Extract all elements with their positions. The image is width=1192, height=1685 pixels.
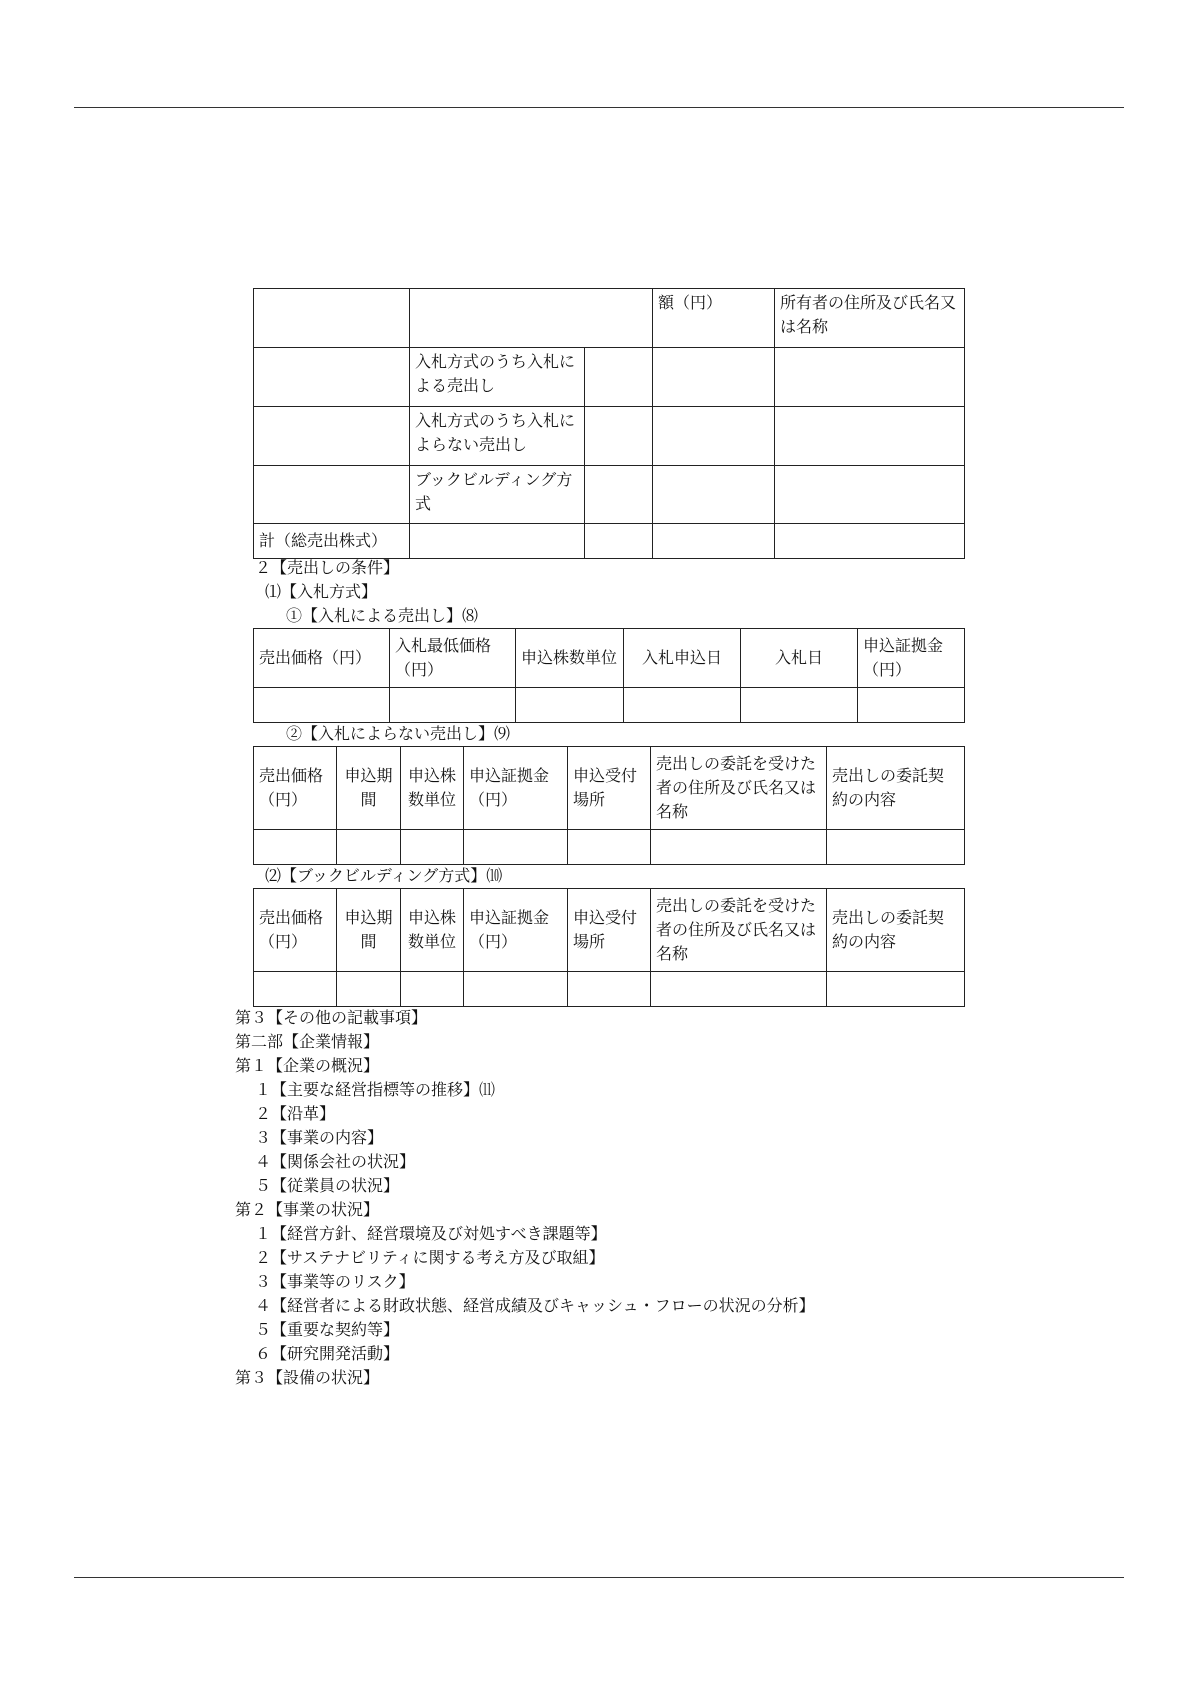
- subsection-heading: ⑴【入札方式】: [265, 582, 378, 601]
- table-row: [254, 830, 965, 865]
- header-cell: 入札日: [741, 629, 858, 688]
- toc-item: １【主要な経営指標等の推移】⑾: [255, 1080, 496, 1099]
- table-row: [254, 466, 965, 524]
- toc-item: ４【経営者による財政状態、経営成績及びキャッシュ・フローの状況の分析】: [255, 1296, 815, 1315]
- toc-item: ４【関係会社の状況】: [255, 1152, 416, 1171]
- toc-item: 第二部【企業情報】: [235, 1032, 380, 1051]
- toc-item: 第１【企業の概況】: [235, 1056, 380, 1075]
- toc-item: 第３【設備の状況】: [235, 1368, 380, 1387]
- header-cell: 売出しの委託を受けた者の住所及び氏名又は名称: [651, 889, 827, 972]
- row-label: 入札方式のうち入札による売出し: [410, 348, 585, 407]
- table-row: [254, 348, 965, 407]
- table-row: [254, 407, 965, 466]
- toc-item: ３【事業等のリスク】: [255, 1272, 415, 1291]
- table-row: [254, 972, 965, 1007]
- toc-item: ３【事業の内容】: [255, 1128, 384, 1147]
- header-cell: 申込受付場所: [568, 747, 651, 830]
- table-row: [254, 289, 965, 348]
- subsection-heading: ②【入札によらない売出し】⑼: [286, 724, 511, 743]
- header-cell: 申込証拠金（円）: [858, 629, 965, 688]
- row-label: ブックビルディング方式: [410, 466, 585, 524]
- table-row: [254, 747, 965, 830]
- header-rule: [74, 107, 1124, 108]
- header-cell: 売出しの委託を受けた者の住所及び氏名又は名称: [651, 747, 827, 830]
- footer-rule: [74, 1577, 1124, 1578]
- header-cell: 入札最低価格（円）: [390, 629, 516, 688]
- header-cell: 売出価格（円）: [254, 629, 390, 688]
- header-cell: 申込証拠金（円）: [464, 747, 568, 830]
- book-building-table: [253, 888, 965, 1007]
- subsection-heading: ⑵【ブックビルディング方式】⑽: [265, 866, 503, 885]
- toc-item: ２【サステナビリティに関する考え方及び取組】: [255, 1248, 605, 1267]
- table-row: [254, 524, 965, 559]
- toc-item: ５【従業員の状況】: [255, 1176, 400, 1195]
- header-cell: 申込期間: [337, 889, 401, 972]
- total-label: 計（総売出株式）: [254, 524, 410, 559]
- toc-item: ２【沿革】: [255, 1104, 336, 1123]
- amount-header: 額（円）: [653, 289, 775, 348]
- bid-sale-table: [253, 628, 965, 723]
- header-cell: 売出価格（円）: [254, 747, 337, 830]
- toc-item: 第２【事業の状況】: [235, 1200, 380, 1219]
- toc-item: 第３【その他の記載事項】: [235, 1008, 428, 1027]
- section-heading: ２【売出しの条件】: [255, 558, 400, 577]
- toc-item: ５【重要な契約等】: [255, 1320, 400, 1339]
- table-row: [254, 629, 965, 688]
- row-label: 入札方式のうち入札によらない売出し: [410, 407, 585, 466]
- header-cell: 申込受付場所: [568, 889, 651, 972]
- subsection-heading: ①【入札による売出し】⑻: [286, 606, 479, 625]
- header-cell: 申込証拠金（円）: [464, 889, 568, 972]
- owner-header: 所有者の住所及び氏名又は名称: [775, 289, 965, 348]
- non-bid-sale-table: [253, 746, 965, 865]
- header-cell: 申込期間: [337, 747, 401, 830]
- toc-item: ６【研究開発活動】: [255, 1344, 400, 1363]
- header-cell: 申込株数単位: [516, 629, 624, 688]
- table-row: [254, 688, 965, 723]
- toc-item: １【経営方針、経営環境及び対処すべき課題等】: [255, 1224, 607, 1243]
- header-cell: 申込株数単位: [401, 889, 464, 972]
- header-cell: 売出しの委託契約の内容: [827, 889, 965, 972]
- header-cell: 売出しの委託契約の内容: [827, 747, 965, 830]
- header-cell: 申込株数単位: [401, 747, 464, 830]
- table-row: [254, 889, 965, 972]
- header-cell: 入札申込日: [624, 629, 741, 688]
- offering-shares-table: [253, 288, 965, 559]
- header-cell: 売出価格（円）: [254, 889, 337, 972]
